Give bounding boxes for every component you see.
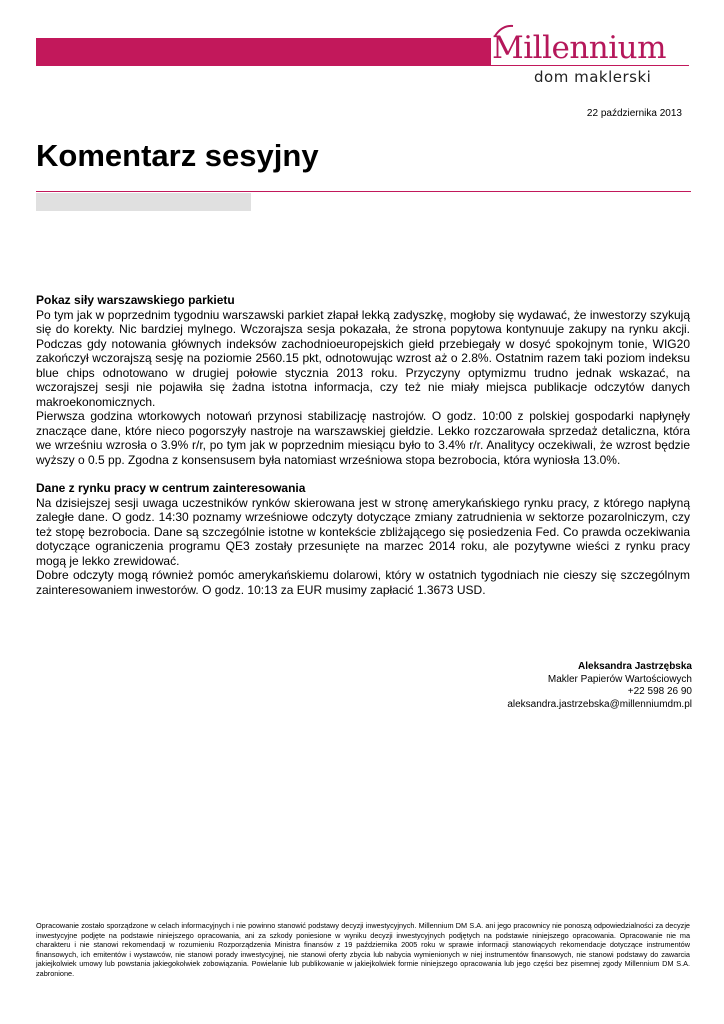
article-section xyxy=(36,293,690,467)
paragraph: Pierwsza godzina wtorkowych notowań przynosi stabilizację nastrojów. O godz. 10:00 z polskiej gospodarki napłynęły znaczące dane, które nieco pogorszyły nastroje na warszawskiej giełdzie. Lekko rozczarowała sprzedaż detaliczna, która we wrześniu wzrosła o 3.9% r/r, po tym jak w poprzednim miesiącu było to 3.4% r/r. Analitycy oczekiwali, że wzrost będzie wyższy o 0.5 pp. Zgodna z konsensusem była natomiast wrześniowa stopa bezrobocia, która wyniosła 13.0%. xyxy=(36,409,690,467)
section-heading: Pokaz siły warszawskiego parkietu xyxy=(36,293,235,307)
legal-disclaimer: Opracowanie zostało sporządzone w celach informacyjnych i nie powinno stanowić podstawy decyzji inwestycyjnych. Millennium DM S.A. ani jego pracownicy nie ponoszą odpowiedzialności za decyzje inwestycyjne podjęte na podstawie niniejszego opracowania, ani za szkody poniesione w wyniku decyzji inwestycyjnych podjętych na podstawie niniejszego opracowania. Opracowanie nie ma charakteru i nie stanowi rekomendacji w rozumieniu Rozporządzenia Ministra finansów z 19 października 2005 roku w sprawie informacji stanowiących rekomendacje dotyczące instrumentów finansowych, ich emitentów i wystawców, nie stanowi porady inwestycyjnej, nie stanowi oferty zbycia lub nabycia wymienionych w niej instrumentów finansowych, nie stanowi podstawy do zawarcia jakiejkolwiek umowy lub powstania jakiegokolwiek zobowiązania. Powielanie lub publikowanie w jakiejkolwiek formie niniejszego opracowania lub jego części bez pisemnej zgody Millennium DM S.A. zabronione. xyxy=(36,921,690,978)
author-role: Makler Papierów Wartościowych xyxy=(547,673,692,685)
article-section xyxy=(36,481,690,597)
author-signature xyxy=(507,661,692,711)
paragraph: Na dzisiejszej sesji uwaga uczestników rynków skierowana jest w stronę amerykańskiego rynku pracy, z którego napłyną zaległe dane. O godz. 14:30 poznamy wrześniowe odczyty dotyczące zmiany zatrudnienia w sektorze pozarolniczym, czy też stopę bezrobocia. Dane są szczególnie istotne w kontekście zbliżającego się posiedzenia Fed. Co prawda oczekiwania dotyczące ograniczenia programu QE3 zostały przesunięte na marzec 2014 roku, ale pozytywne wieści z rynku pracy mogą je lekko zrewidować. xyxy=(36,495,690,568)
brand-logo xyxy=(492,30,692,90)
brand-name: Millennium xyxy=(492,30,667,66)
report-date: 22 października 2013 xyxy=(586,108,682,119)
author-phone: +22 598 26 90 xyxy=(627,686,692,697)
section-heading: Dane z rynku pracy w centrum zainteresowania xyxy=(36,481,306,495)
header-accent-bar xyxy=(36,38,491,66)
article-body xyxy=(36,293,690,611)
author-email[interactable]: aleksandra.jastrzebska@millenniumdm.pl xyxy=(507,698,692,710)
author-name: Aleksandra Jastrzębska xyxy=(578,661,692,672)
title-divider xyxy=(36,191,691,192)
title-grey-bar xyxy=(36,193,251,211)
page-title: Komentarz sesyjny xyxy=(36,138,319,173)
paragraph: Dobre odczyty mogą również pomóc amerykańskiemu dolarowi, który w ostatnich tygodniach nie cieszy się szczególnym zainteresowaniem inwestorów. O godz. 10:13 za EUR musimy zapłacić 1.3673 USD. xyxy=(36,568,690,597)
paragraph: Po tym jak w poprzednim tygodniu warszawski parkiet złapał lekką zadyszkę, mogłoby się wydawać, że inwestorzy szykują się do korekty. Nic bardziej mylnego. Wczorajsza sesja pokazała, że strona popytowa kontynuuje zakupy na rynku akcji. Podczas gdy notowania głównych indeksów zachodnioeuropejskich giełd przebiegały w dosyć spokojnym tonie, WIG20 zakończył wczorajszą sesję na poziomie 2560.15 pkt, odnotowując wzrost aż o 2.8%. Ostatnim razem taki poziom indeksu blue chips odnotowano w drugiej połowie stycznia 2013 roku. Przyczyny optymizmu trudno jednak wskazać, na wczorajszej sesji nie pojawiła się żadna istotna informacja, czy też nie miały miejsca publikacje odczytów danych makroekonomicznych. xyxy=(36,307,690,409)
brand-subtitle: dom maklerski xyxy=(534,68,652,86)
